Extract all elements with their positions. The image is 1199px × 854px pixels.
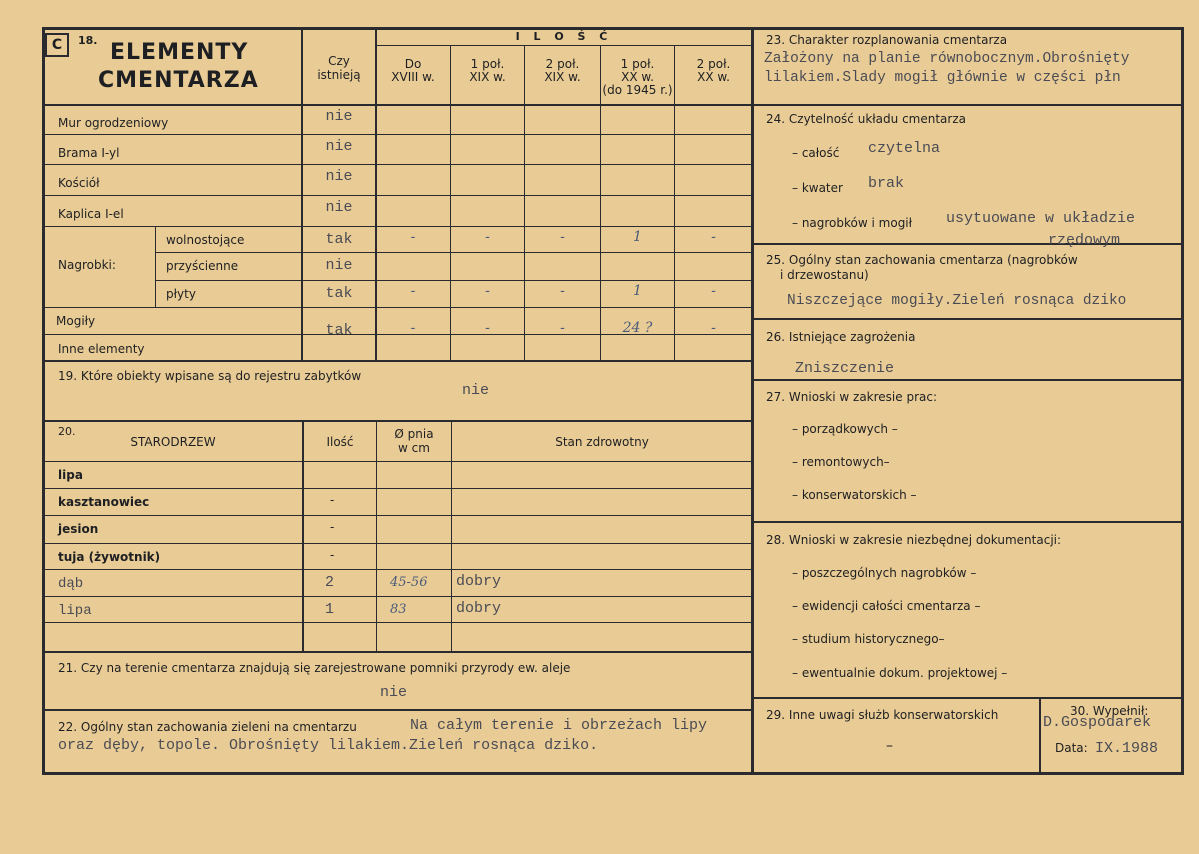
q25-value: Niszczejące mogiły.Zieleń rosnąca dziko <box>787 293 1127 309</box>
tree-row-name: jesion <box>58 522 99 536</box>
q27-item: – konserwatorskich – <box>792 488 917 502</box>
element-row-czy: nie <box>325 108 353 125</box>
nagrobki-row-val: - <box>560 229 565 245</box>
q29-label: 29. Inne uwagi służb konserwatorskich <box>766 708 999 722</box>
mogily-val: - <box>711 320 716 336</box>
q24-value-extra: rzędowym <box>1048 232 1121 249</box>
period-header-text: 1 poł. <box>620 57 655 71</box>
period-header-text: (do 1945 r.) <box>602 83 673 97</box>
tree-row-name: kasztanowiec <box>58 495 150 509</box>
section-18-number: 18. <box>78 34 98 47</box>
element-row-czy: nie <box>325 138 353 155</box>
nagrobki-row-val: - <box>711 229 716 245</box>
nagrobki-label: Nagrobki: <box>58 258 116 272</box>
tree-row-ilosc: 1 <box>325 601 335 618</box>
q27-label: 27. Wnioski w zakresie prac: <box>766 390 938 404</box>
section-letter-box <box>45 33 69 57</box>
element-row-label: Mur ogrodzeniowy <box>58 116 169 130</box>
q28-item: – ewentualnie dokum. projektowej – <box>792 666 1008 680</box>
tree-row-ilosc: - <box>330 548 335 562</box>
element-row-label: Kościół <box>58 176 100 190</box>
q28-item: – studium historycznego– <box>792 632 945 646</box>
period-header-2 <box>525 58 600 84</box>
q21-value: nie <box>380 684 408 701</box>
tree-row-fi: 45-56 <box>390 575 428 590</box>
q28-label: 28. Wnioski w zakresie niezbędnej dokumentacji: <box>766 533 1062 547</box>
data-value: IX.1988 <box>1095 740 1159 757</box>
q23-value-line1: Założony na planie równobocznym.Obrośnięty <box>764 51 1130 67</box>
q22-value-line1: Na całym terenie i obrzeżach lipy <box>410 717 708 734</box>
nagrobki-row-label: wolnostojące <box>166 233 245 247</box>
period-header-0 <box>376 58 450 84</box>
section-18-title-line1: ELEMENTY <box>110 40 249 65</box>
nagrobki-row-val: - <box>485 229 490 245</box>
q24-item-value: brak <box>868 175 905 192</box>
q26-value: Zniszczenie <box>795 360 895 377</box>
tree-row-stan: dobry <box>456 573 502 590</box>
tree-row-ilosc: - <box>330 520 335 534</box>
q25-label-line2: i drzewostanu) <box>780 268 869 282</box>
nagrobki-row-val: - <box>711 283 716 299</box>
q25-label-line1: 25. Ogólny stan zachowania cmentarza (nagrobków <box>766 253 1078 267</box>
q26-label: 26. Istniejące zagrożenia <box>766 330 916 344</box>
tree-row-name: lipa <box>58 603 92 619</box>
nagrobki-row-czy: tak <box>325 285 353 302</box>
q29-value: – <box>886 738 893 754</box>
period-header-text: XIX w. <box>469 70 506 84</box>
element-row-label: Brama I-yl <box>58 146 120 160</box>
nagrobki-row-czy: nie <box>325 257 353 274</box>
ilosc-header: I L O Ś Ć <box>515 30 613 43</box>
q24-item-value: usytuowane w układzie <box>946 210 1136 227</box>
nagrobki-row-val: - <box>560 283 565 299</box>
inne-elementy-label: Inne elementy <box>58 342 145 356</box>
period-header-text: XX w. <box>621 70 654 84</box>
section-letter: C <box>51 37 63 53</box>
nagrobki-row-label: przyścienne <box>166 259 239 273</box>
period-header-text: XVIII w. <box>391 70 435 84</box>
element-row-czy: nie <box>325 199 353 216</box>
q19-value: nie <box>462 382 490 399</box>
tree-header-name: STARODRZEW <box>130 435 216 449</box>
q28-item: – poszczególnych nagrobków – <box>792 566 977 580</box>
tree-header-fi: Ø pnia w cm <box>394 427 434 455</box>
period-header-text: 2 poł. <box>696 57 731 71</box>
q30-value: D.Gospodarek <box>1043 714 1152 731</box>
q24-item-value: czytelna <box>868 140 941 157</box>
period-header-1 <box>451 58 524 84</box>
mogily-val: - <box>485 320 490 336</box>
q24-label: 24. Czytelność układu cmentarza <box>766 112 966 126</box>
q27-item: – porządkowych – <box>792 422 898 436</box>
period-header-text: 2 poł. <box>545 57 580 71</box>
q23-label: 23. Charakter rozplanowania cmentarza <box>766 33 1008 47</box>
tree-row-ilosc: - <box>330 493 335 507</box>
section-18-title-line2: CMENTARZA <box>98 68 259 93</box>
period-header-text: 1 poł. <box>470 57 505 71</box>
nagrobki-row-val: 1 <box>633 283 642 299</box>
data-label: Data: <box>1055 741 1088 755</box>
mogily-val: - <box>410 320 416 336</box>
tree-row-name: lipa <box>58 468 83 482</box>
nagrobki-row-val: - <box>410 229 416 245</box>
mogily-val: - <box>560 320 565 336</box>
q22-value-line2: oraz dęby, topole. Obrośnięty lilakiem.Zieleń rosnąca dziko. <box>58 737 599 754</box>
period-header-3 <box>601 58 674 97</box>
mogily-czy: tak <box>325 322 353 339</box>
tree-row-ilosc: 2 <box>325 574 335 591</box>
tree-header-stan: Stan zdrowotny <box>555 435 649 449</box>
period-header-4 <box>675 58 752 84</box>
tree-row-stan: dobry <box>456 600 502 617</box>
period-header-text: XX w. <box>697 70 730 84</box>
q21-label: 21. Czy na terenie cmentarza znajdują się zarejestrowane pomniki przyrody ew. aleje <box>58 661 571 675</box>
nagrobki-row-val: - <box>485 283 490 299</box>
nagrobki-row-label: płyty <box>166 287 196 301</box>
q24-item-label: – całość <box>792 146 840 160</box>
tree-row-fi: 83 <box>390 602 407 617</box>
element-row-label: Kaplica I-el <box>58 207 124 221</box>
nagrobki-row-czy: tak <box>325 231 353 248</box>
col-header-czy: Czy istnieją <box>317 54 361 82</box>
nagrobki-row-val: 1 <box>633 229 642 245</box>
q27-item: – remontowych– <box>792 455 890 469</box>
mogily-val: 24 ? <box>622 320 653 336</box>
q24-item-label: – nagrobków i mogił <box>792 216 913 230</box>
q22-label: 22. Ogólny stan zachowania zieleni na cmentarzu <box>58 720 357 734</box>
element-row-czy: nie <box>325 168 353 185</box>
q19-label: 19. Które obiekty wpisane są do rejestru zabytków <box>58 369 362 383</box>
q23-value-line2: lilakiem.Slady mogił głównie w części płn <box>764 70 1121 86</box>
nagrobki-row-val: - <box>410 283 416 299</box>
mogily-label: Mogiły <box>56 314 96 328</box>
tree-header-ilosc: Ilość <box>326 435 354 449</box>
section-20-number: 20. <box>58 425 76 438</box>
period-header-text: Do <box>404 57 422 71</box>
q30-label: 30. Wypełnił: <box>1070 704 1149 718</box>
tree-row-name: tuja (żywotnik) <box>58 550 161 564</box>
q24-item-label: – kwater <box>792 181 843 195</box>
tree-row-name: dąb <box>58 576 84 592</box>
q28-item: – ewidencji całości cmentarza – <box>792 599 981 613</box>
period-header-text: XIX w. <box>544 70 581 84</box>
